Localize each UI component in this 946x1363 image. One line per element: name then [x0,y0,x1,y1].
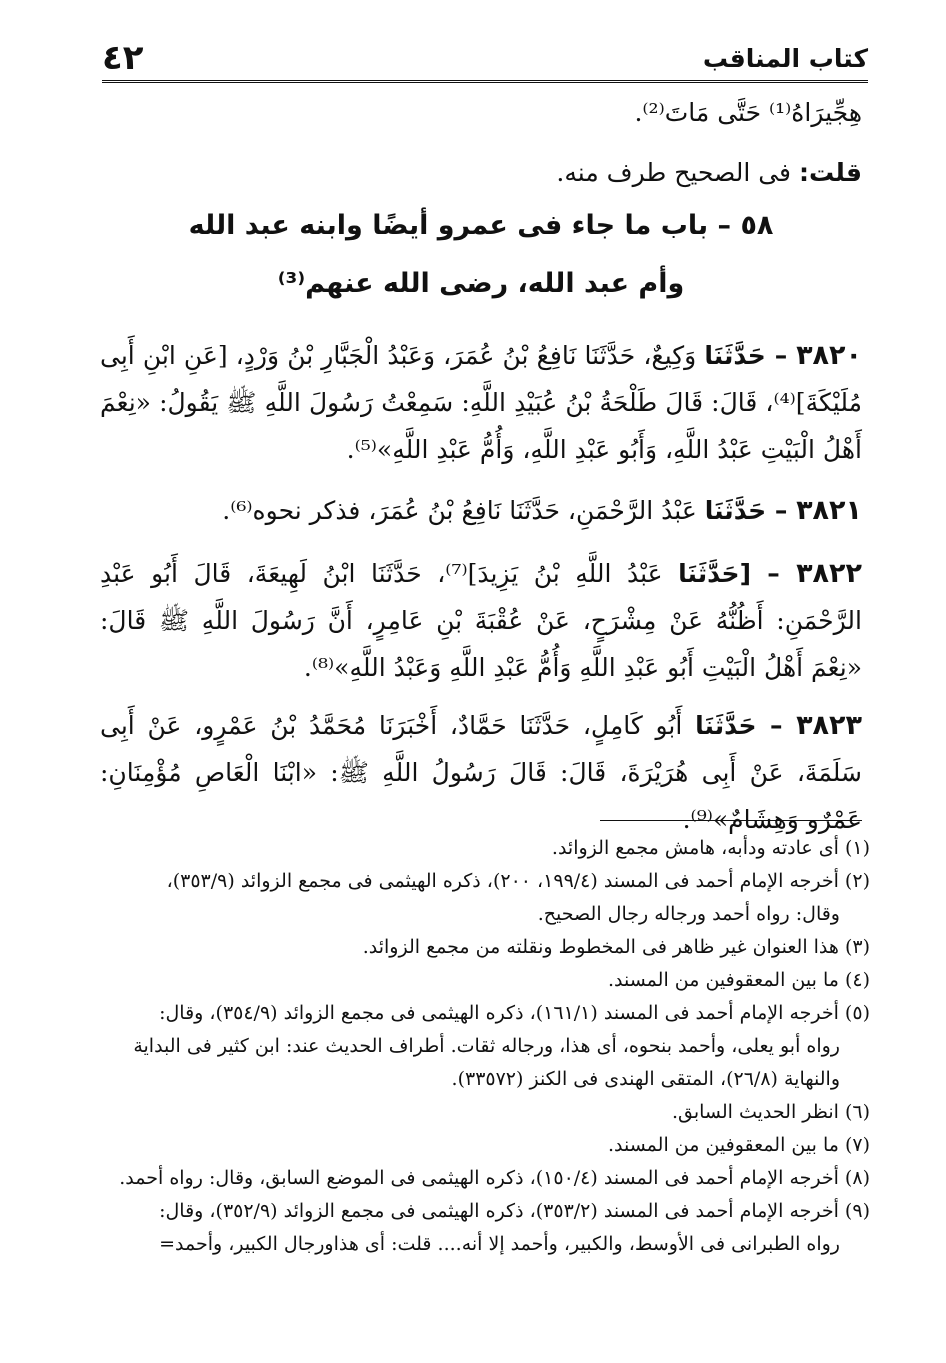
footnote-line: (٦) انظر الحديث السابق. [671,1101,870,1123]
footnote-line: (٧) ما بين المعقوفين من المسند. [607,1134,870,1156]
hadith-number: ٣٨٢٢ [796,558,862,589]
footnote-line: (٤) ما بين المعقوفين من المسند. [607,969,870,991]
footnote-line: (١) أى عادته ودأبه، هامش مجمع الزوائد. [551,837,870,859]
footnote-line: والنهاية (٢٦/٨)، المتقى الهندى فى الكنز (٣٣٥٧٢). [451,1068,840,1090]
hadith-lead: – حَدَّثَنَا [704,341,797,370]
chapter-heading: ٥٨ – باب ما جاء فى عمرو أيضًا وابنه عبد الله [188,210,774,241]
hadith-lead: – [حَدَّثَنَا [678,559,797,588]
hadith-lead: – حَدَّثَنَا [704,496,797,525]
hadith-text: عَبْدُ اللَّهِ بْنُ يَزِيدَ]⁽⁷⁾، حَدَّثَنَا ابْنُ لَهِيعَةَ، قَالَ أَبُو عَبْدِ الرَّحْمَنِ: أَظُنُّهُ عَنْ مِشْرَحٍ، عَنْ عُقْبَةَ بْنِ عَامِرٍ، أَنَّ رَسُولَ اللَّهِ ﷺ قَالَ: «نِعْمَ أَهْلُ الْبَيْتِ أَبُو عَبْدِ اللَّهِ وَأُمُّ عَبْدِ اللَّهِ وَعَبْدُ اللَّهِ»⁽⁸⁾. [100,559,862,682]
footnote-line: (٢) أخرجه الإمام أحمد فى المسند (١٩٩/٤، ٢٠٠)، ذكره الهيثمى فى مجمع الزوائد (٣٥٣/٩)، [166,870,870,892]
hadith-entry [100,702,862,843]
hadith-lead: – حَدَّثَنَا [695,711,797,740]
footnote-line: (٩) أخرجه الإمام أحمد فى المسند (٣٥٣/٢)، ذكره الهيثمى فى مجمع الزوائد (٣٥٢/٩)، وقال: [159,1200,870,1222]
footnote [100,964,870,997]
author-note [100,150,862,196]
footnote-line: (٣) هذا العنوان غير ظاهر فى المخطوط ونقلته من مجمع الزوائد. [362,936,870,958]
book-title: كتاب المناقب [702,43,868,73]
page-number: ٤٢ [102,38,144,78]
footnote-line: (٥) أخرجه الإمام أحمد فى المسند (١٦١/١)، ذكره الهيثمى فى مجمع الزوائد (٣٥٤/٩)، وقال: [159,1002,870,1024]
footnote-separator [600,820,862,821]
footnote-line: رواه الطبرانى فى الأوسط، والكبير، وأحمد إلا أنه.... قلت: أى هذاورجال الكبير، وأحمد= [159,1233,840,1255]
hadith-entry [100,550,862,691]
footnote [100,1195,870,1261]
footnote [100,1129,870,1162]
hadith-number: ٣٨٢٠ [796,340,862,371]
chapter-heading-subtitle: وأم عبد الله، رضى الله عنهم⁽³⁾ [277,268,685,299]
hadith-text: وَكِيعٌ، حَدَّثَنَا نَافِعُ بْنُ عُمَرَ، وَعَبْدُ الْجَبَّارِ بْنُ وَرْدٍ، [عَنِ ابْنِ أَبِى مُلَيْكَةَ]⁽⁴⁾، قَالَ: قَالَ طَلْحَةُ بْنُ عُبَيْدِ اللَّهِ: سَمِعْتُ رَسُولَ اللَّهِ ﷺ يَقُولُ: «نِعْمَ أَهْلُ الْبَيْتِ عَبْدُ اللَّهِ، وَأَبُو عَبْدِ اللَّهِ، وَأُمُّ عَبْدِ اللَّهِ»⁽⁵⁾. [100,341,862,464]
footnote-line: (٨) أخرجه الإمام أحمد فى المسند (١٥٠/٤)، ذكره الهيثمى فى الموضع السابق، وقال: رواه أحمد. [119,1167,870,1189]
footnotes [100,832,870,1261]
hadith-text: عَبْدُ الرَّحْمَنِ، حَدَّثَنَا نَافِعُ بْنُ عُمَرَ، فذكر نحوه⁽⁶⁾. [222,496,705,525]
footnote [100,1096,870,1129]
page-header [102,36,868,83]
footnote-line: وقال: رواه أحمد ورجاله رجال الصحيح. [537,903,840,925]
footnote [100,1162,870,1195]
footnote [100,997,870,1096]
footnote [100,931,870,964]
footnote [100,832,870,865]
note-label: قلت: [798,158,862,187]
note-text: فى الصحيح طرف منه. [556,158,799,187]
continuation-line: هِجِّيرَاهُ⁽¹⁾ حَتَّى مَاتَ⁽²⁾. [634,98,862,127]
hadith-text: أَبُو كَامِلٍ، حَدَّثَنَا حَمَّادٌ، أَخْبَرَنَا مُحَمَّدُ بْنُ عَمْرٍو، عَنْ أَبِى سَلَمَةَ، عَنْ أَبِى هُرَيْرَةَ، قَالَ: قَالَ رَسُولُ اللَّهِ ﷺ: «ابْنَا الْعَاصِ مُؤْمِنَانِ: عَمْرٌو وَهِشَامٌ»⁽⁹⁾. [100,711,862,834]
hadith-number: ٣٨٢١ [796,495,862,526]
hadith-number: ٣٨٢٣ [796,710,862,741]
footnote [100,865,870,931]
hadith-entry [100,332,862,473]
footnote-line: رواه أبو يعلى، وأحمد بنحوه، أى هذا، ورجاله ثقات. أطراف الحديث عند: ابن كثير فى البداية [133,1035,840,1057]
hadith-entry [100,487,862,534]
